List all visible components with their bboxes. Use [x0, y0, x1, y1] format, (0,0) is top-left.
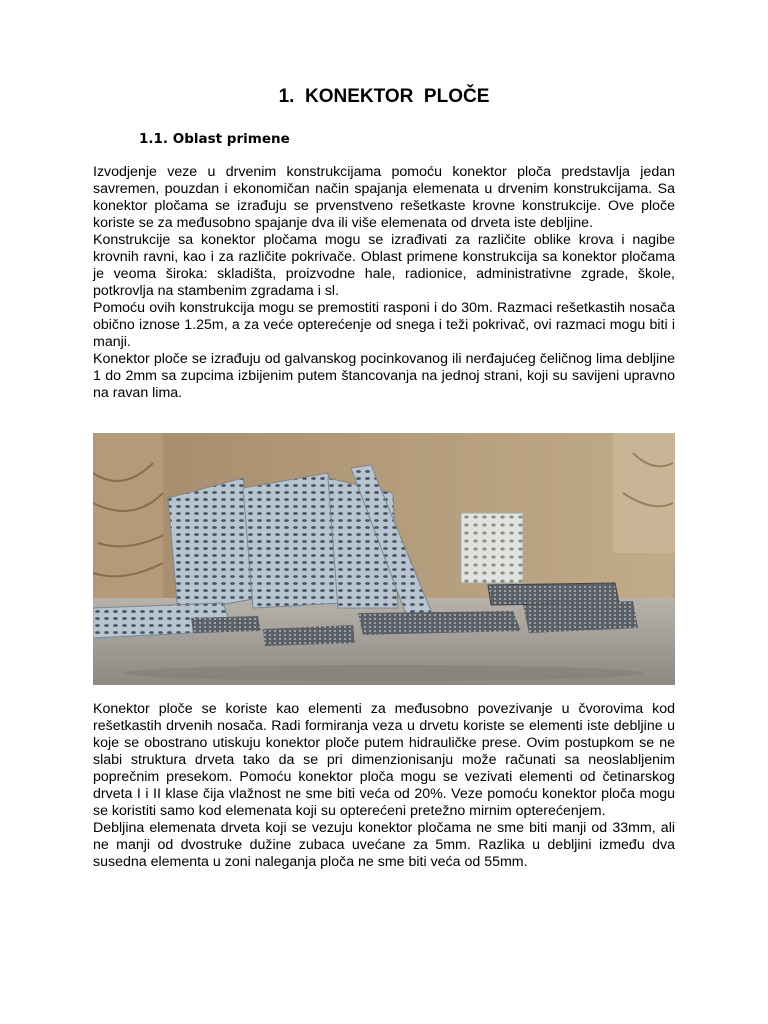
- paragraph: Konstrukcije sa konektor pločama mogu se izrađivati za različite oblike krova i nagibe krovnih ravni, kao i za različite pokrivače. Oblast primene konstrukcija sa konektor pločama je veoma široka: skladišta, proizvodne hale, radionice, administrativne zgrade, škole, potkrovlja na stambenim zgradama i sl.: [93, 232, 675, 299]
- paragraph: Izvodjenje veze u drvenim konstrukcijama pomoću konektor ploča predstavlja jedan savremen, pouzdan i ekonomičan način spajanja elemenata u drvenim konstrukcijama. Sa konektor pločama se izrađuju se prvenstveno rešetkaste krovne konstrukcije. Ove ploče koriste se za međusobno spajanje dva ili više elemenata od drveta iste debljine.: [93, 164, 675, 231]
- connector-plates-photo: [93, 433, 675, 685]
- paragraph: Pomoću ovih konstrukcija mogu se premostiti rasponi i do 30m. Razmaci rešetkastih nosača obično iznose 1.25m, a za veće opterećenje od snega i teži pokrivač, ovi razmaci mogu biti i manji.: [93, 300, 675, 350]
- page-title: 1. KONEKTOR PLOČE: [278, 86, 490, 107]
- paragraph: Debljina elemenata drveta koji se vezuju konektor pločama ne sme biti manji od 33mm, ali ne manji od dvostruke dužine zubaca uvećane za 5mm. Razlika u debljini između dva susedna elementa u zoni naleganja ploča ne sme biti veća od 55mm.: [93, 820, 675, 870]
- section-subtitle: 1.1. Oblast primene: [139, 131, 290, 147]
- section-text-upper: [93, 164, 675, 402]
- paragraph: Konektor ploče se izrađuju od galvanskog pocinkovanog ili nerđajućeg čeličnog lima debljine 1 do 2mm sa zupcima izbijenim putem štancovanja na jednoj strani, koji su savijeni upravno na ravan lima.: [93, 351, 675, 401]
- paragraph: Konektor ploče se koriste kao elementi za međusobno povezivanje u čvorovima kod rešetkastih drvenih nosača. Radi formiranja veza u drvetu koriste se elementi iste debljine u koje se obostrano utiskuju konektor ploče putem hidrauličke prese. Ovim postupkom se ne slabi struktura drveta tako da se pri dimenzionisanju može računati sa neoslabljenim poprečnim presekom. Pomoću konektor ploča mogu se vezivati elementi od četinarskog drveta I i II klase čija vlažnost ne sme biti veća od 20%. Veze pomoću konektor ploča mogu se koristiti samo kod elemenata koji su opterećeni pretežno mirnim opterećenjem.: [93, 701, 675, 819]
- section-text-lower: [93, 701, 675, 871]
